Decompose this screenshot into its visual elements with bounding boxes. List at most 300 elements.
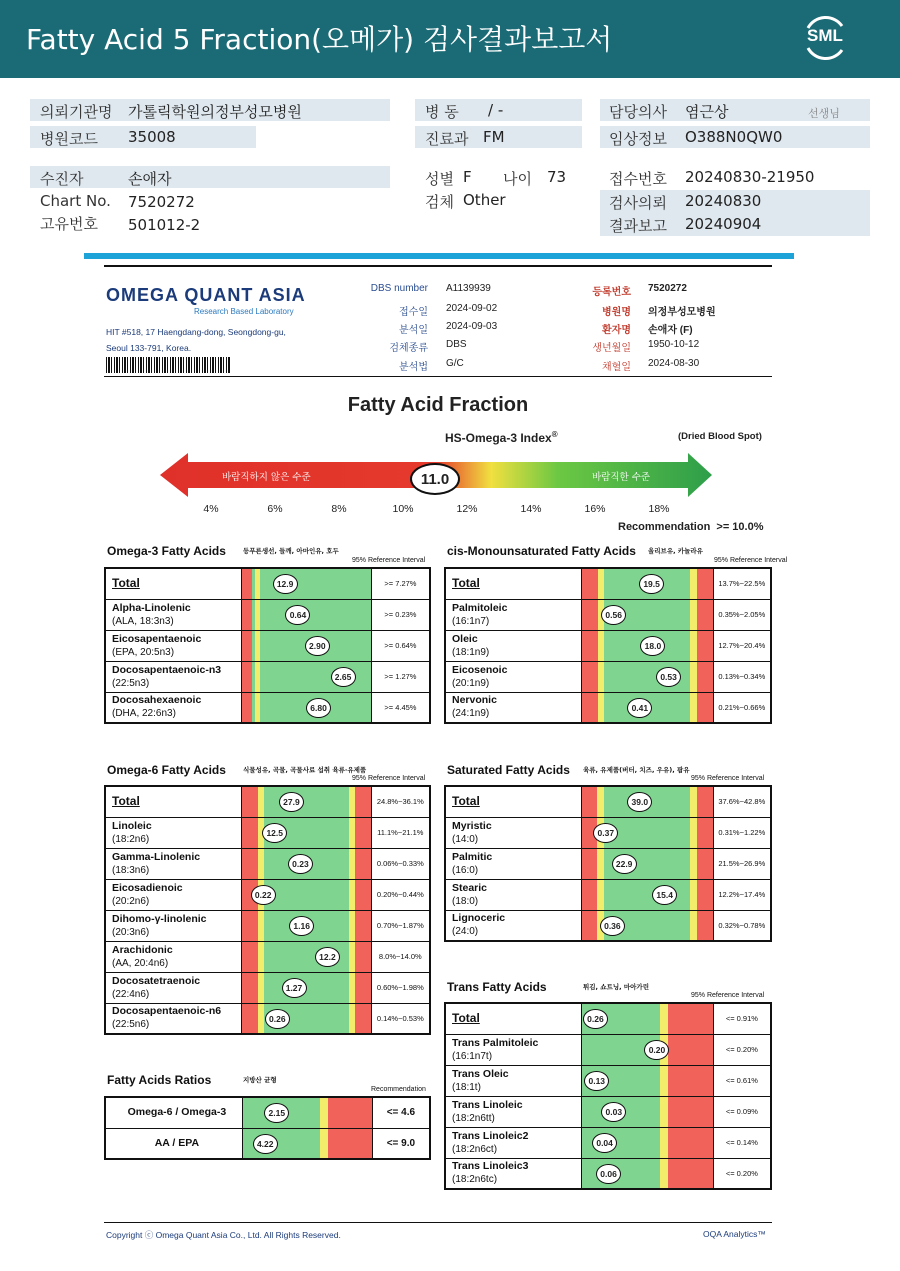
result-value-marker: 2.15 (264, 1103, 289, 1123)
fraction-title: Fatty Acid Fraction (347, 394, 529, 416)
reference-interval: 0.35%~2.05% (713, 599, 771, 630)
acid-name-cell (445, 1065, 581, 1096)
reference-interval: <= 0.09% (713, 1096, 771, 1127)
acid-notation: (14:0) (452, 833, 479, 845)
table-row (105, 1003, 430, 1034)
reference-interval: 24.8%~36.1% (371, 786, 430, 817)
reference-interval: 0.70%~1.87% (371, 910, 430, 941)
result-value-marker: 0.26 (583, 1009, 608, 1029)
acid-name: Docosahexaenoic (112, 694, 202, 707)
index-tick-labels (0, 503, 900, 517)
report-title: Fatty Acid 5 Fraction(오메가) 검사결과보고서 (26, 23, 613, 56)
bar-segment (264, 880, 349, 910)
bar-segment (668, 1004, 713, 1034)
reference-header: 95% Reference Interval (352, 557, 426, 564)
bar-segment (697, 880, 713, 910)
acid-name-cell (105, 692, 242, 723)
table-row (105, 786, 430, 817)
label-dept: 진료과 (425, 130, 469, 148)
table-row (105, 879, 430, 910)
acid-name: Trans Linoleic3 (452, 1160, 529, 1173)
lab-field-label: 분석법 (399, 362, 428, 373)
logo-text: SML (807, 26, 843, 45)
bar-segment (242, 1004, 257, 1034)
reference-interval: >= 7.27% (371, 568, 430, 599)
result-value-marker: 0.06 (596, 1164, 621, 1184)
bar-segment (582, 849, 598, 879)
bar-segment (668, 1097, 713, 1127)
bar-segment (582, 787, 598, 817)
acid-name-cell (105, 941, 242, 972)
value-hospital-code: 35008 (128, 128, 176, 146)
value-clinical: O388N0QW0 (685, 128, 783, 146)
reference-interval: 11.1%~21.1% (371, 817, 430, 848)
result-bar (581, 599, 713, 630)
lab-field-value: 2024-09-03 (446, 321, 498, 332)
gauge-bad-label: 바람직하지 않은 수준 (222, 472, 311, 483)
divider-black (104, 265, 772, 267)
result-value-marker: 0.20 (644, 1040, 669, 1060)
reference-interval: <= 0.91% (713, 1003, 771, 1034)
fatty-acid-table (104, 567, 431, 724)
acid-notation: (24:1n9) (452, 708, 490, 720)
table-row (445, 786, 771, 817)
acid-name: AA / EPA (154, 1136, 200, 1149)
lab-address-line2: Seoul 133-791, Korea. (106, 343, 192, 353)
label-clinical: 임상정보 (609, 130, 667, 148)
acid-name-cell (105, 661, 242, 692)
label-sex: 성별 (425, 170, 454, 188)
reference-interval: 0.06%~0.33% (371, 848, 430, 879)
acid-name-cell (105, 817, 242, 848)
reference-interval: >= 0.64% (371, 630, 430, 661)
bar-segment (697, 693, 713, 723)
reference-interval: <= 9.0 (372, 1128, 430, 1159)
bar-segment (582, 880, 598, 910)
lab-address-line1: HIT #518, 17 Haengdang-dong, Seongdong-gu, (106, 327, 286, 337)
bar-segment (582, 569, 598, 599)
section-subtitle: 지방산 균형 (243, 1076, 277, 1084)
bar-segment (242, 631, 252, 661)
acid-notation: (18:2n6tt) (452, 1112, 495, 1124)
acid-name-cell (445, 692, 581, 723)
bar-segment (355, 1004, 370, 1034)
acid-notation: (AA, 20:4n6) (112, 957, 169, 969)
acid-notation: (20:1n9) (452, 677, 490, 689)
index-tick-label: 10% (392, 503, 414, 515)
bar-segment (697, 600, 713, 630)
lab-field2-label: 생년월일 (592, 343, 631, 354)
dried-blood-spot: (Dried Blood Spot) (678, 431, 762, 442)
acid-notation: (22:4n6) (112, 988, 150, 1000)
reference-interval: >= 4.45% (371, 692, 430, 723)
result-value-marker: 2.90 (305, 636, 330, 656)
table-row (445, 1065, 771, 1096)
acid-name: Eicosapentaenoic (112, 632, 202, 645)
doctor-suffix: 선생님 (808, 107, 840, 120)
acid-notation: (20:3n6) (112, 926, 150, 938)
section-subtitle: 튀김, 쇼트닝, 마아가린 (583, 983, 649, 991)
bar-segment (604, 880, 690, 910)
bar-segment (697, 787, 713, 817)
result-bar (581, 910, 713, 941)
acid-name: Gamma-Linolenic (112, 850, 201, 863)
lab-field-value: DBS (446, 339, 467, 350)
bar-segment (355, 973, 370, 1003)
table-row (445, 1158, 771, 1189)
acid-name-cell (105, 848, 242, 879)
bar-segment (264, 787, 349, 817)
acid-notation: (16:1n7) (452, 615, 490, 627)
reference-interval: 0.60%~1.98% (371, 972, 430, 1003)
bar-segment (242, 693, 252, 723)
bar-segment (328, 1098, 372, 1128)
label-institution: 의뢰기관명 (40, 103, 113, 121)
reference-header: 95% Reference Interval (714, 557, 788, 564)
value-report: 20240904 (685, 215, 762, 233)
reference-interval: 0.13%~0.34% (713, 661, 771, 692)
lab-field2-label: 병원명 (602, 307, 631, 318)
bar-segment (660, 1097, 668, 1127)
result-value-marker: 0.37 (593, 823, 618, 843)
result-value-marker: 0.03 (601, 1102, 626, 1122)
acid-name-cell (105, 1097, 242, 1128)
bar-segment (242, 787, 257, 817)
copyright: Copyright ⓒ Omega Quant Asia Co., Ltd. All Rights Reserved. (106, 1230, 341, 1240)
result-value-marker: 1.27 (282, 978, 307, 998)
acid-name-cell (445, 786, 581, 817)
reference-interval: >= 1.27% (371, 661, 430, 692)
reference-interval: 0.20%~0.44% (371, 879, 430, 910)
label-uid: 고유번호 (40, 215, 98, 233)
index-value-marker: 11.0 (410, 463, 460, 495)
result-bar (581, 1034, 713, 1065)
reference-interval: <= 0.61% (713, 1065, 771, 1096)
lab-field2-value: 7520272 (648, 283, 687, 294)
bar-segment (668, 1035, 713, 1065)
lab-field-value: G/C (446, 358, 464, 369)
acid-name-cell (445, 848, 581, 879)
result-value-marker: 12.5 (262, 823, 287, 843)
table-row (445, 1127, 771, 1158)
index-tick-label: 18% (648, 503, 670, 515)
bar-segment (242, 662, 252, 692)
bar-segment (697, 849, 713, 879)
reference-interval: 13.7%~22.5% (713, 568, 771, 599)
result-value-marker: 4.22 (253, 1134, 278, 1154)
reference-interval: <= 0.20% (713, 1158, 771, 1189)
acid-name: Total (112, 794, 140, 809)
lab-header-divider (104, 376, 772, 377)
label-age: 나이 (503, 170, 532, 188)
value-chart: 7520272 (128, 193, 195, 211)
acid-name: Docosatetraenoic (112, 974, 201, 987)
acid-name: Docosapentaenoic-n6 (112, 1005, 222, 1018)
result-bar (581, 1003, 713, 1034)
acid-name-cell (445, 1096, 581, 1127)
table-row (105, 848, 430, 879)
lab-field2-value: 2024-08-30 (648, 358, 700, 369)
value-reception: 20240830-21950 (685, 168, 815, 186)
bar-segment (242, 818, 257, 848)
result-bar (242, 848, 371, 879)
bar-segment (355, 849, 370, 879)
bar-segment (582, 693, 598, 723)
reference-interval: 0.14%~0.53% (371, 1003, 430, 1034)
result-bar (242, 1128, 372, 1159)
bar-segment (582, 911, 598, 941)
value-specimen: Other (463, 191, 506, 209)
table-row (445, 848, 771, 879)
label-specimen: 검체 (425, 193, 454, 211)
acid-notation: (EPA, 20:5n3) (112, 646, 175, 658)
result-value-marker: 0.56 (601, 605, 626, 625)
result-bar (242, 910, 371, 941)
fatty-acid-table (444, 567, 772, 724)
result-value-marker: 0.41 (627, 698, 652, 718)
reference-interval: 0.31%~1.22% (713, 817, 771, 848)
reference-interval: 0.21%~0.66% (713, 692, 771, 723)
divider-cyan (84, 253, 794, 259)
acid-name-cell (105, 630, 242, 661)
acid-name: Nervonic (452, 694, 497, 707)
acid-name: Stearic (452, 881, 488, 894)
acid-name: Myristic (452, 819, 492, 832)
acid-name: Total (112, 576, 140, 591)
table-row (105, 972, 430, 1003)
result-value-marker: 0.36 (600, 916, 625, 936)
acid-name-cell (445, 910, 581, 941)
table-row (105, 817, 430, 848)
sml-logo (800, 12, 850, 62)
index-tick-label: 6% (267, 503, 283, 515)
reference-interval: <= 4.6 (372, 1097, 430, 1128)
lab-field-label: 분석일 (399, 325, 428, 336)
value-uid: 501012-2 (128, 216, 201, 234)
bar-segment (582, 662, 598, 692)
label-request: 검사의뢰 (609, 194, 667, 212)
acid-notation: (20:2n6) (112, 895, 150, 907)
lab-field2-label: 등록번호 (592, 287, 631, 298)
result-bar (581, 568, 713, 599)
table-row (445, 1003, 771, 1034)
index-tick-label: 16% (584, 503, 606, 515)
result-bar (242, 599, 372, 630)
table-row (105, 661, 430, 692)
acid-name: Palmitoleic (452, 601, 508, 614)
acid-name: Dihomo-γ-linolenic (112, 912, 207, 925)
result-bar (581, 1158, 713, 1189)
result-bar (581, 630, 713, 661)
index-tick-label: 12% (456, 503, 478, 515)
table-row (105, 1097, 430, 1128)
section-title: Omega-6 Fatty Acids (107, 763, 226, 777)
table-row (445, 692, 771, 723)
acid-notation: (18:2n6) (112, 833, 150, 845)
gauge-good-label: 바람직한 수준 (592, 472, 651, 483)
index-title (445, 430, 558, 445)
lab-field2-label: 채혈일 (602, 362, 631, 373)
result-value-marker: 15.4 (652, 885, 677, 905)
section-title: Saturated Fatty Acids (447, 763, 570, 777)
section-title: Trans Fatty Acids (447, 980, 547, 994)
result-bar (242, 568, 372, 599)
bar-segment (697, 818, 713, 848)
acid-notation: (18:3n6) (112, 864, 150, 876)
reference-header: Recommendation (371, 1086, 426, 1093)
acid-name: Eicosenoic (452, 663, 508, 676)
result-bar (581, 879, 713, 910)
acid-name-cell (105, 1003, 242, 1034)
bar-segment (355, 787, 370, 817)
value-institution: 가톨릭학원의정부성모병원 (128, 103, 302, 121)
section-subtitle: 식물성유, 곡물, 곡물사료 섭취 육류·유제품 (243, 766, 367, 774)
result-value-marker: 12.9 (273, 574, 298, 594)
reference-interval: <= 0.20% (713, 1034, 771, 1065)
label-chart: Chart No. (40, 192, 111, 210)
result-value-marker: 27.9 (279, 792, 304, 812)
acid-name: Eicosadienoic (112, 881, 183, 894)
reference-interval: 0.32%~0.78% (713, 910, 771, 941)
value-request: 20240830 (685, 192, 762, 210)
lab-logo-text: OMEGA QUANT ASIA (106, 285, 306, 305)
value-doctor: 염근상 (685, 103, 729, 121)
acid-name-cell (445, 1003, 581, 1034)
lab-field-label: 검체종류 (389, 343, 428, 354)
result-bar (242, 972, 371, 1003)
acid-notation: (24:0) (452, 926, 479, 938)
result-value-marker: 0.13 (584, 1071, 609, 1091)
table-row (105, 941, 430, 972)
table-row (445, 1034, 771, 1065)
bar-segment (355, 911, 370, 941)
lab-field-label: 접수일 (399, 307, 428, 318)
table-row (105, 630, 430, 661)
lab-field2-value: 1950-10-12 (648, 339, 700, 350)
section-title: Fatty Acids Ratios (107, 1073, 212, 1087)
footer-divider (104, 1222, 772, 1223)
bar-segment (668, 1066, 713, 1096)
reference-header: 95% Reference Interval (352, 775, 426, 782)
bar-segment (660, 1159, 668, 1189)
reference-header: 95% Reference Interval (691, 992, 765, 999)
reference-interval: 37.6%~42.8% (713, 786, 771, 817)
result-bar (581, 786, 713, 817)
acid-name-cell (105, 599, 242, 630)
result-value-marker: 0.23 (288, 854, 313, 874)
bar-segment (668, 1128, 713, 1158)
fatty-acid-table (104, 785, 431, 1035)
section-title: Omega-3 Fatty Acids (107, 544, 226, 558)
result-bar (242, 630, 372, 661)
result-bar (581, 1127, 713, 1158)
lab-field2-label: 환자명 (602, 325, 631, 336)
label-hospital-code: 병원코드 (40, 130, 98, 148)
reference-interval: >= 0.23% (371, 599, 430, 630)
bar-segment (320, 1129, 328, 1159)
acid-name: Lignoceric (452, 912, 506, 925)
table-row (445, 661, 771, 692)
bar-segment (660, 1004, 668, 1034)
index-tick-label: 14% (520, 503, 542, 515)
table-row (445, 1096, 771, 1127)
section-subtitle: 등푸른생선, 들깨, 아마인유, 호두 (243, 547, 339, 555)
acid-name: Alpha-Linolenic (112, 601, 191, 614)
value-dept: FM (483, 128, 505, 146)
result-value-marker: 39.0 (627, 792, 652, 812)
acid-notation: (DHA, 22:6n3) (112, 708, 176, 720)
acid-name-cell (445, 1034, 581, 1065)
bar-segment (320, 1098, 328, 1128)
result-value-marker: 18.0 (640, 636, 665, 656)
bar-segment (242, 942, 257, 972)
acid-notation: (ALA, 18:3n3) (112, 615, 174, 627)
info-box-patient (30, 166, 390, 188)
acid-name: Total (452, 794, 480, 809)
result-bar (581, 661, 713, 692)
value-ward: / - (488, 101, 504, 119)
acid-name: Trans Oleic (452, 1067, 509, 1080)
result-bar (242, 661, 372, 692)
result-bar (581, 1065, 713, 1096)
table-row (105, 910, 430, 941)
acid-name-cell (105, 568, 242, 599)
reference-interval: <= 0.14% (713, 1127, 771, 1158)
label-report: 결과보고 (609, 217, 667, 235)
index-reg: ® (551, 430, 558, 439)
value-age: 73 (547, 168, 567, 186)
bar-segment (242, 911, 257, 941)
table-row (105, 599, 430, 630)
acid-name-cell (445, 599, 581, 630)
fatty-acid-table (104, 1096, 431, 1160)
acid-name-cell (445, 817, 581, 848)
result-value-marker: 0.53 (656, 667, 681, 687)
lab-field-value: 2024-09-02 (446, 303, 498, 314)
bar-segment (242, 569, 252, 599)
table-row (105, 568, 430, 599)
result-bar (581, 848, 713, 879)
acid-name: Omega-6 / Omega-3 (127, 1106, 227, 1119)
acid-name-cell (445, 1158, 581, 1189)
result-bar (242, 1003, 371, 1034)
bar-segment (697, 911, 713, 941)
index-tick-label: 4% (203, 503, 219, 515)
result-bar (242, 941, 371, 972)
acid-name-cell (105, 972, 242, 1003)
index-title-text: HS-Omega-3 Index (445, 431, 552, 445)
lab-field-value: A1139939 (446, 283, 491, 294)
result-bar (242, 817, 371, 848)
acid-name: Oleic (452, 632, 478, 645)
acid-name: Palmitic (452, 850, 493, 863)
acid-name-cell (445, 1127, 581, 1158)
bar-segment (660, 1066, 668, 1096)
label-patient: 수진자 (40, 170, 84, 188)
result-value-marker: 0.04 (592, 1133, 617, 1153)
bar-segment (582, 600, 598, 630)
table-row (445, 599, 771, 630)
lab-subtitle: Research Based Laboratory (194, 307, 294, 316)
acid-notation: (18:2n6ct) (452, 1143, 498, 1155)
oqa-analytics: OQA Analytics™ (703, 1229, 766, 1239)
result-value-marker: 2.65 (331, 667, 356, 687)
bar-segment (242, 973, 257, 1003)
acid-notation: (18:1n9) (452, 646, 490, 658)
bar-segment (328, 1129, 372, 1159)
table-row (445, 879, 771, 910)
bar-segment (242, 600, 252, 630)
